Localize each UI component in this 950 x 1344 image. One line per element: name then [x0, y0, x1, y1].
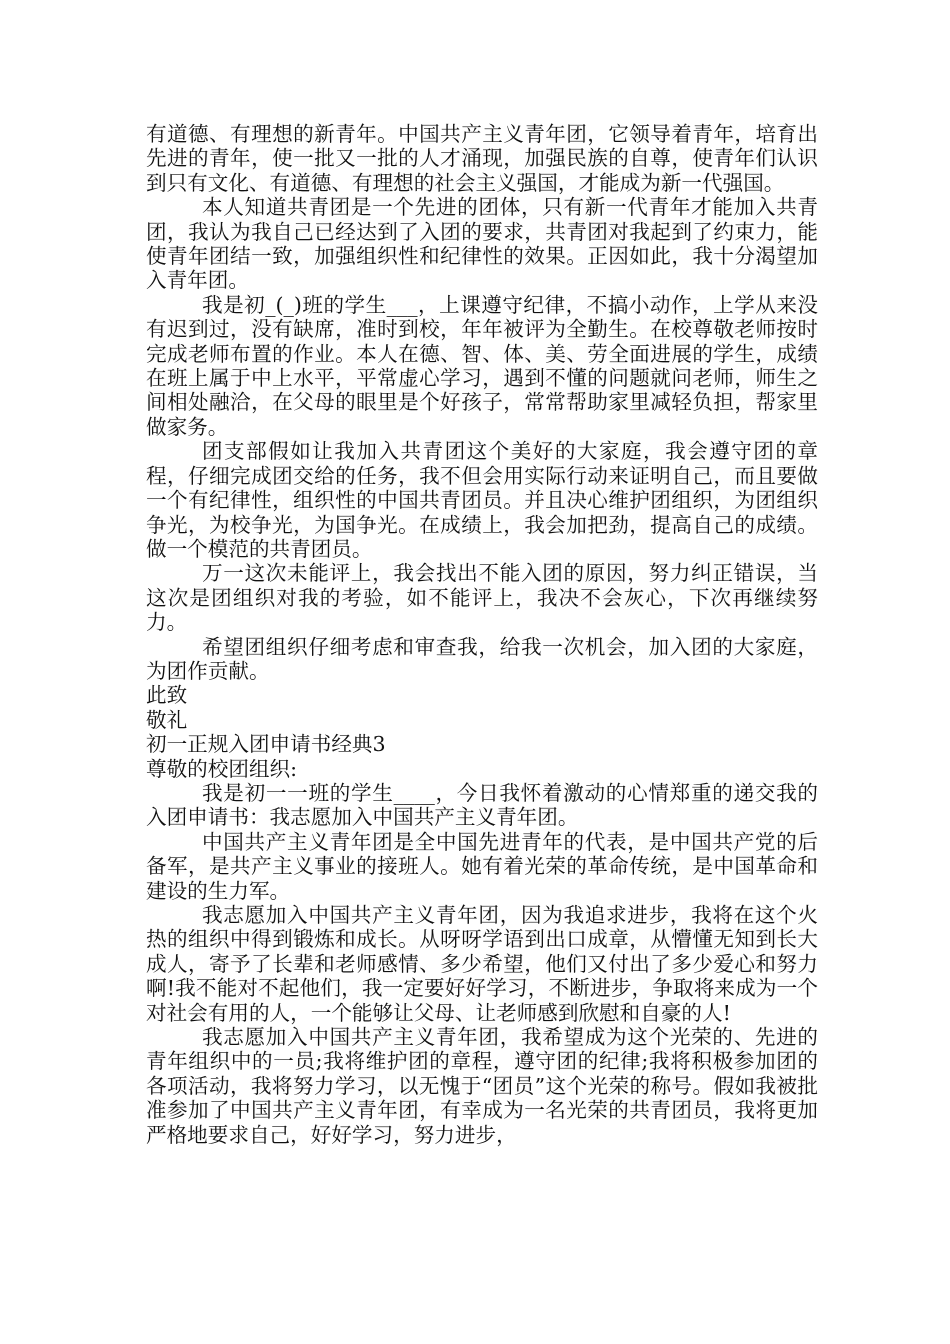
paragraph-2: 本人知道共青团是一个先进的团体，只有新一代青年才能加入共青团，我认为我自己已经达到了入团的要求，共青团对我起到了约束力，能使青年团结一致，加强组织性和纪律性的效果。正因如此，我十分渴望加入青年团。: [146, 195, 818, 293]
paragraph-6: 希望团组织仔细考虑和审查我，给我一次机会，加入团的大家庭，为团作贡献。: [146, 634, 818, 683]
document-page: [146, 122, 818, 1147]
paragraph-3: 我是初_(_)班的学生___，上课遵守纪律，不搞小动作，上学从来没有迟到过，没有缺席，准时到校，年年被评为全勤生。在校尊敬老师按时完成老师布置的作业。本人在德、智、体、美、劳全面进展的学生，成绩在班上属于中上水平，平常虚心学习，遇到不懂的问题就问老师，师生之间相处融洽，在父母的眼里是个好孩子，常常帮助家里减轻负担，帮家里做家务。: [146, 292, 818, 439]
paragraph-10: 我志愿加入中国共产主义青年团，我希望成为这个光荣的、先进的青年组织中的一员;我将维护团的章程，遵守团的纪律;我将积极参加团的各项活动，我将努力学习，以无愧于“团员”这个光荣的称号。假如我被批准参加了中国共产主义青年团，有幸成为一名光荣的共青团员，我将更加严格地要求自己，好好学习，努力进步，: [146, 1025, 818, 1147]
section-title: 初一正规入团申请书经典3: [146, 732, 386, 757]
paragraph-7: 我是初一一班的学生____，今日我怀着激动的心情郑重的递交我的入团申请书：我志愿加入中国共产主义青年团。: [146, 780, 818, 830]
paragraph-9: 我志愿加入中国共产主义青年团，因为我追求进步，我将在这个火热的组织中得到锻炼和成长。从呀呀学语到出口成章，从懵懂无知到长大成人，寄予了长辈和老师感情、多少希望，他们又付出了多少爱心和努力啊!我不能对不起他们，我一定要好好学习，不断进步，争取将来成为一个对社会有用的人，一个能够让父母、让老师感到欣慰和自豪的人!: [146, 903, 818, 1025]
paragraph-1: 有道德、有理想的新青年。中国共产主义青年团，它领导着青年，培育出先进的青年，使一批又一批的人才涌现，加强民族的自尊，使青年们认识到只有文化、有道德、有理想的社会主义强国，才能成为新一代强国。: [146, 122, 818, 195]
paragraph-5: 万一这次未能评上，我会找出不能入团的原因，努力纠正错误，当这次是团组织对我的考验，如不能评上，我决不会灰心，下次再继续努力。: [146, 561, 818, 635]
closing-line-1: 此致: [146, 683, 188, 708]
closing-line-2: 敬礼: [146, 707, 188, 732]
paragraph-4: 团支部假如让我加入共青团这个美好的大家庭，我会遵守团的章程，仔细完成团交给的任务，我不但会用实际行动来证明自己，而且要做一个有纪律性，组织性的中国共青团员。并且决心维护团组织，为团组织争光，为校争光，为国争光。在成绩上，我会加把劲，提高自己的成绩。做一个模范的共青团员。: [146, 439, 818, 561]
paragraph-8: 中国共产主义青年团是全中国先进青年的代表，是中国共产党的后备军，是共产主义事业的接班人。她有着光荣的革命传统，是中国革命和建设的生力军。: [146, 829, 818, 903]
salutation: 尊敬的校团组织:: [146, 756, 298, 781]
